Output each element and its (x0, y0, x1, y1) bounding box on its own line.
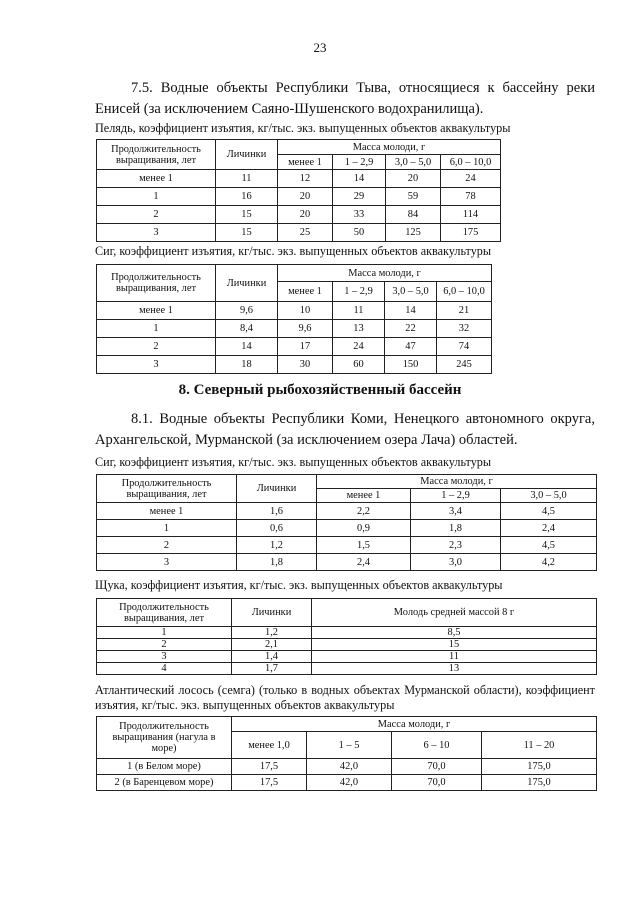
table-cell: 2 (97, 338, 216, 356)
table-cell: 1,5 (317, 537, 411, 554)
table-cell: 70,0 (392, 775, 482, 791)
table-cell: 8,4 (216, 320, 278, 338)
table-cell: 20 (278, 206, 333, 224)
table-cell: 1 (97, 627, 232, 639)
table5-mass-col: 11 – 20 (482, 732, 597, 759)
table-cell: 4,5 (501, 537, 597, 554)
table-cell: 32 (437, 320, 492, 338)
table5-header-mass: Масса молоди, г (232, 717, 597, 732)
table-row (97, 170, 501, 188)
table-cell: 17 (278, 338, 333, 356)
table1-mass-col: 1 – 2,9 (333, 155, 386, 170)
table-cell: 3,0 (411, 554, 501, 571)
table-cell: 8,5 (312, 627, 597, 639)
table-cell: 3 (97, 224, 216, 242)
table5-mass-col: менее 1,0 (232, 732, 307, 759)
table-row (97, 520, 597, 537)
table-cell: 11 (312, 651, 597, 663)
section-7-5-text: 7.5. Водные объекты Республики Тыва, относящиеся к бассейну реки Енисей (за исключением Саяно-Шушенского водохранилища). (95, 80, 595, 117)
table-cell: 1,8 (411, 520, 501, 537)
table3 (96, 474, 597, 571)
table-cell: 1,4 (232, 651, 312, 663)
table-cell: 9,6 (278, 320, 333, 338)
table-cell: 11 (216, 170, 278, 188)
table-cell: 20 (386, 170, 441, 188)
table1-header-larvae: Личинки (216, 140, 278, 170)
table-cell: 3,4 (411, 503, 501, 520)
table-row (97, 320, 492, 338)
table-cell: 2,4 (501, 520, 597, 537)
table1 (96, 139, 501, 242)
table-cell: 25 (278, 224, 333, 242)
table-cell: 84 (386, 206, 441, 224)
table-cell: 0,9 (317, 520, 411, 537)
table-cell: 1,2 (232, 627, 312, 639)
table-cell: 33 (333, 206, 386, 224)
table-row (97, 224, 501, 242)
table2-mass-col: менее 1 (278, 282, 333, 302)
table2-header-larvae: Личинки (216, 265, 278, 302)
table-cell: 2,4 (317, 554, 411, 571)
table-cell: 24 (333, 338, 385, 356)
table-row (97, 206, 501, 224)
table-cell: 2 (97, 206, 216, 224)
table-cell: 14 (385, 302, 437, 320)
table1-header-mass: Масса молоди, г (278, 140, 501, 155)
table-row (97, 554, 597, 571)
table-cell: 2,3 (411, 537, 501, 554)
table-cell: 22 (385, 320, 437, 338)
table-cell: 175 (441, 224, 501, 242)
table-cell: 15 (216, 224, 278, 242)
table2-mass-col: 6,0 – 10,0 (437, 282, 492, 302)
table-cell: 47 (385, 338, 437, 356)
table-cell: 16 (216, 188, 278, 206)
table-row (97, 537, 597, 554)
table-cell: 4,2 (501, 554, 597, 571)
table-cell: 1 (97, 520, 237, 537)
table2-caption: Сиг, коэффициент изъятия, кг/тыс. экз. выпущенных объектов аквакультуры (95, 244, 492, 258)
table3-mass-col: 3,0 – 5,0 (501, 489, 597, 503)
table-cell: 9,6 (216, 302, 278, 320)
table-cell: 59 (386, 188, 441, 206)
table-cell: 2,2 (317, 503, 411, 520)
table-cell: менее 1 (97, 302, 216, 320)
table5-mass-col: 6 – 10 (392, 732, 482, 759)
table2-mass-col: 1 – 2,9 (333, 282, 385, 302)
table1-header-duration: Продолжительность выращивания, лет (97, 140, 216, 170)
table-row (97, 338, 492, 356)
table-cell: 14 (216, 338, 278, 356)
table-cell: 3 (97, 554, 237, 571)
table-row (97, 651, 597, 663)
table-cell: 1,6 (237, 503, 317, 520)
table-cell: 1 (97, 188, 216, 206)
table-cell: 0,6 (237, 520, 317, 537)
table3-caption: Сиг, коэффициент изъятия, кг/тыс. экз. выпущенных объектов аквакультуры (95, 455, 492, 469)
table3-header-larvae: Личинки (237, 475, 317, 503)
table-cell: 70,0 (392, 759, 482, 775)
table-cell: 2 (97, 537, 237, 554)
table1-mass-col: менее 1 (278, 155, 333, 170)
table-cell: 3 (97, 356, 216, 374)
table4-header-mass: Молодь средней массой 8 г (312, 599, 597, 627)
table-cell: 1 (97, 320, 216, 338)
table-cell: 30 (278, 356, 333, 374)
table-cell: 4,5 (501, 503, 597, 520)
table-cell: 17,5 (232, 775, 307, 791)
table-cell: 78 (441, 188, 501, 206)
section-8-1-text: 8.1. Водные объекты Республики Коми, Ненецкого автономного округа, Архангельской, Мурманской (за исключением озера Лача) областей. (95, 411, 595, 448)
table-cell: 175,0 (482, 775, 597, 791)
table-cell: 29 (333, 188, 386, 206)
table4-header-duration: Продолжительность выращивания, лет (97, 599, 232, 627)
table3-header-duration: Продолжительность выращивания, лет (97, 475, 237, 503)
table-cell: 15 (216, 206, 278, 224)
table-cell: 21 (437, 302, 492, 320)
table-cell: 125 (386, 224, 441, 242)
table-cell: 150 (385, 356, 437, 374)
table-cell: менее 1 (97, 170, 216, 188)
table5-header-duration: Продолжительность выращивания (нагула в море) (97, 717, 232, 759)
table-cell: 13 (333, 320, 385, 338)
table-cell: 2,1 (232, 639, 312, 651)
table-cell: 1 (в Белом море) (97, 759, 232, 775)
table-cell: 2 (в Баренцевом море) (97, 775, 232, 791)
table-cell: 24 (441, 170, 501, 188)
table1-caption: Пелядь, коэффициент изъятия, кг/тыс. экз. выпущенных объектов аквакультуры (95, 121, 511, 135)
table-row (97, 503, 597, 520)
table-cell: 42,0 (307, 775, 392, 791)
table2-mass-col: 3,0 – 5,0 (385, 282, 437, 302)
table1-mass-col: 6,0 – 10,0 (441, 155, 501, 170)
table-cell: 60 (333, 356, 385, 374)
table-row (97, 759, 597, 775)
table-row (97, 627, 597, 639)
table-cell: 50 (333, 224, 386, 242)
table2-header-mass: Масса молоди, г (278, 265, 492, 282)
table-row (97, 356, 492, 374)
table-cell: менее 1 (97, 503, 237, 520)
table-cell: 114 (441, 206, 501, 224)
table-cell: 12 (278, 170, 333, 188)
page-number: 23 (313, 40, 327, 55)
table-cell: 13 (312, 663, 597, 675)
table2-header-duration: Продолжительность выращивания, лет (97, 265, 216, 302)
table2 (96, 264, 492, 374)
table-cell: 4 (97, 663, 232, 675)
table-row (97, 663, 597, 675)
table-cell: 1,2 (237, 537, 317, 554)
table-cell: 175,0 (482, 759, 597, 775)
table-row (97, 188, 501, 206)
table-cell: 11 (333, 302, 385, 320)
table-row (97, 775, 597, 791)
table-cell: 42,0 (307, 759, 392, 775)
table5-mass-col: 1 – 5 (307, 732, 392, 759)
table4-header-larvae: Личинки (232, 599, 312, 627)
table5 (96, 716, 597, 791)
table-cell: 20 (278, 188, 333, 206)
table-row (97, 639, 597, 651)
table-cell: 2 (97, 639, 232, 651)
table5-caption: Атлантический лосось (семга) (только в водных объектах Мурманской области), коэффициент изъятия, кг/тыс. экз. выпущенных объектов аквакультуры (95, 683, 595, 712)
table-cell: 1,7 (232, 663, 312, 675)
table3-header-mass: Масса молоди, г (317, 475, 597, 489)
table-cell: 14 (333, 170, 386, 188)
table-cell: 17,5 (232, 759, 307, 775)
table-cell: 74 (437, 338, 492, 356)
table-cell: 1,8 (237, 554, 317, 571)
table3-mass-col: 1 – 2,9 (411, 489, 501, 503)
table-cell: 15 (312, 639, 597, 651)
table-row (97, 302, 492, 320)
table-cell: 10 (278, 302, 333, 320)
table4-caption: Щука, коэффициент изъятия, кг/тыс. экз. выпущенных объектов аквакультуры (95, 578, 503, 592)
table-cell: 245 (437, 356, 492, 374)
table-cell: 18 (216, 356, 278, 374)
table1-mass-col: 3,0 – 5,0 (386, 155, 441, 170)
table-cell: 3 (97, 651, 232, 663)
section-8-heading: 8. Северный рыбохозяйственный бассейн (178, 382, 462, 398)
table3-mass-col: менее 1 (317, 489, 411, 503)
table4 (96, 598, 597, 675)
